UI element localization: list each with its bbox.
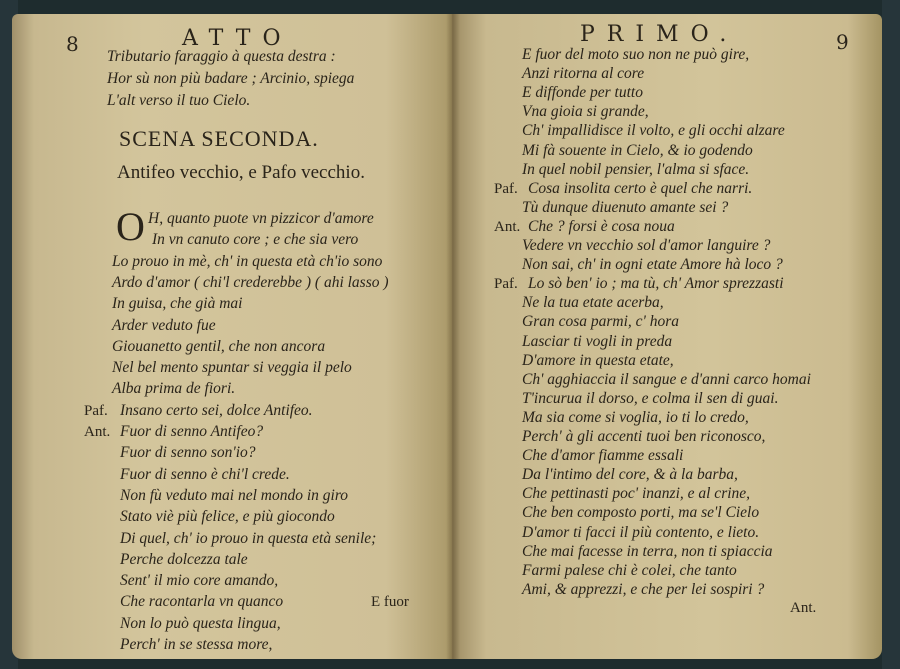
verse-line: Che racontarla vn quanco xyxy=(120,593,284,611)
verse-line: Da l'intimo del core, & à la barba, xyxy=(522,466,738,484)
characters-line: Antifeo vecchio, e Pafo vecchio. xyxy=(117,162,365,183)
verse-line: Cosa insolita certo è quel che narri. xyxy=(528,179,753,197)
verse-line: Sent' il mio core amando, xyxy=(120,572,279,590)
verse-line: Non lo può questa lingua, xyxy=(120,614,281,632)
speaker-label: Paf. xyxy=(84,402,108,419)
verse-line: Arder veduto fue xyxy=(112,316,216,334)
page-number-right: 9 xyxy=(836,30,849,54)
verse-line: Perche dolcezza tale xyxy=(120,550,248,568)
book-edge-right xyxy=(882,0,900,669)
verse-line: Che d'amor fiamme essali xyxy=(522,447,684,465)
speaker-label: Paf. xyxy=(494,276,518,293)
speaker-label: Ant. xyxy=(494,218,521,235)
verse-line: Ch' agghiaccia il sangue e d'anni carco homai xyxy=(522,370,811,388)
opening-line: Tributario faraggio à questa destra : xyxy=(107,48,336,65)
verse-line: Ch' impallidisce il volto, e gli occhi alzare xyxy=(522,122,785,140)
verse-line: Vna gioia si grande, xyxy=(522,103,649,121)
verse-line: Mi fà souente in Cielo, & io godendo xyxy=(522,141,753,159)
verse-line: Lasciar ti vogli in preda xyxy=(522,332,673,350)
verse-line: Che ? forsi è cosa noua xyxy=(528,217,675,235)
verse-line: Ami, & apprezzi, e che per lei sospiri ? xyxy=(522,580,765,598)
verse-line: Fuor di senno son'io? xyxy=(120,444,256,462)
verse-line: Di quel, ch' io prouo in questa età senile; xyxy=(120,529,377,547)
page-number-left: 8 xyxy=(66,32,79,56)
verse-line: D'amore in questa etate, xyxy=(522,351,674,369)
drop-cap: O xyxy=(116,204,145,249)
verse-line: D'amor ti facci il più contento, e lieto. xyxy=(522,523,760,541)
verse-line: Fuor di senno Antifeo? xyxy=(120,423,264,440)
verse-line: Che mai facesse in terra, non ti spiaccia xyxy=(522,542,773,560)
verse-line: Farmi palese chi è colei, che tanto xyxy=(522,561,737,579)
verse-line: H, quanto puote vn pizzicor d'amore xyxy=(148,210,374,227)
verse-line: Lo prouo in mè, ch' in questa età ch'io sono xyxy=(112,252,383,270)
verse-line: Gran cosa parmi, c' hora xyxy=(522,313,680,331)
catchword-left: E fuor xyxy=(371,594,409,610)
verse-line: Che ben composto porti, ma se'l Cielo xyxy=(522,504,760,522)
verse-line: Stato viè più felice, e più giocondo xyxy=(120,508,335,526)
verse-line: Che pettinasti poc' inanzi, e al crine, xyxy=(522,485,751,503)
verse-line: Nel bel mento spuntar si veggia il pelo xyxy=(112,359,352,377)
verse-line: Fuor di senno è chi'l crede. xyxy=(120,465,290,483)
verse-line: In quel nobil pensier, l'alma si sface. xyxy=(522,160,750,178)
scene-title: SCENA SECONDA. xyxy=(119,126,319,151)
verse-line: Tù dunque diuenuto amante sei ? xyxy=(522,198,729,216)
verse-line: E fuor del moto suo non ne può gire, xyxy=(522,46,750,63)
verse-line: In vn canuto core ; e che sia vero xyxy=(152,231,359,249)
opening-line: L'alt verso il tuo Cielo. xyxy=(107,92,251,109)
verse-line: Alba prima de fiori. xyxy=(112,380,236,398)
left-page xyxy=(12,14,452,659)
verse-line: Anzi ritorna al core xyxy=(522,65,645,83)
gutter-shadow xyxy=(446,14,460,659)
verse-line: T'incurua il dorso, e colma il sen di guai. xyxy=(522,389,779,407)
speaker-label: Ant. xyxy=(84,424,111,440)
opening-line: Hor sù non più badare ; Arcinio, spiega xyxy=(107,70,355,87)
running-head-right: PRIMO. xyxy=(580,22,739,47)
catchword-right: Ant. xyxy=(790,600,817,616)
verse-line: Ardo d'amor ( chi'l crederebbe ) ( ahi lasso ) xyxy=(112,273,389,291)
verse-line: Giouanetto gentil, che non ancora xyxy=(112,337,326,355)
verse-line: Ma sia come si voglia, io ti lo credo, xyxy=(522,408,749,426)
verse-line: Non fù veduto mai nel mondo in giro xyxy=(120,486,349,504)
verse-line: In guisa, che già mai xyxy=(112,295,243,313)
verse-line: Ne la tua etate acerba, xyxy=(522,294,664,312)
verse-line: Insano certo sei, dolce Antifeo. xyxy=(120,401,313,419)
verse-line: Non sai, ch' in ogni etate Amore hà loco ? xyxy=(522,256,783,274)
verse-line: Perch' à gli accenti tuoi ben riconosco, xyxy=(522,428,766,445)
verse-line: E diffonde per tutto xyxy=(522,84,643,102)
verse-line: Perch' in se stessa more, xyxy=(120,636,273,653)
verse-line: Vedere vn vecchio sol d'amor languire ? xyxy=(522,237,771,254)
right-page xyxy=(452,14,882,659)
running-head-left: ATTO xyxy=(182,26,293,51)
speaker-label: Paf. xyxy=(494,180,518,197)
verse-line: Lo sò ben' io ; ma tù, ch' Amor sprezzasti xyxy=(528,275,784,293)
